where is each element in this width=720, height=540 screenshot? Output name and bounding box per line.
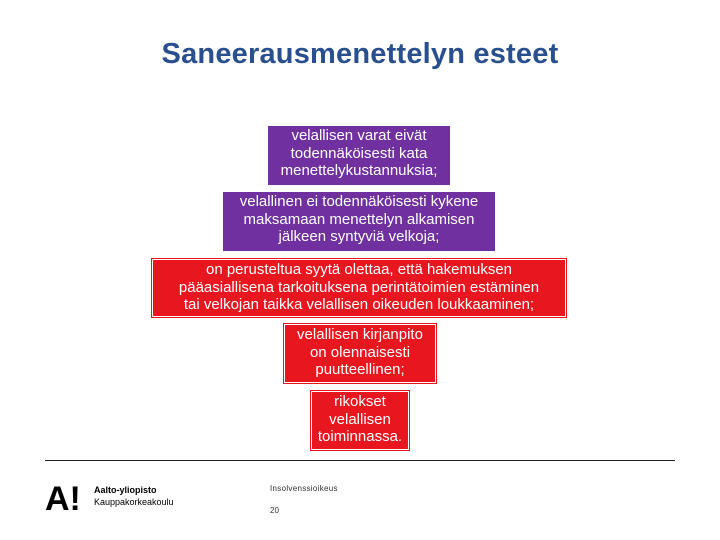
obstacle-box-4: velallisen kirjanpito on olennaisesti puutteellinen;: [284, 324, 436, 383]
obstacle-box-2: velallinen ei todennäköisesti kykene maksamaan menettelyn alkamisen jälkeen syntyviä velkoja;: [223, 192, 495, 251]
obstacle-box-1: velallisen varat eivät todennäköisesti kata menettelykustannuksia;: [268, 126, 450, 185]
slide-title: Saneerausmenettelyn esteet: [161, 38, 559, 70]
page-number: 20: [270, 506, 279, 515]
footer-course-text: Insolvenssioikeus: [270, 484, 338, 493]
aalto-logo-icon: A!: [45, 480, 81, 518]
university-name: Aalto-yliopisto: [94, 485, 157, 495]
footer-divider: [45, 460, 675, 461]
school-name: Kauppakorkeakoulu: [94, 497, 174, 507]
obstacle-box-5: rikokset velallisen toiminnassa.: [311, 391, 409, 450]
obstacle-box-3: on perusteltua syytä olettaa, että hakemuksen pääasiallisena tarkoituksena perintätoimien estäminen tai velkojan taikka velallisen oikeuden loukkaaminen;: [152, 259, 566, 317]
